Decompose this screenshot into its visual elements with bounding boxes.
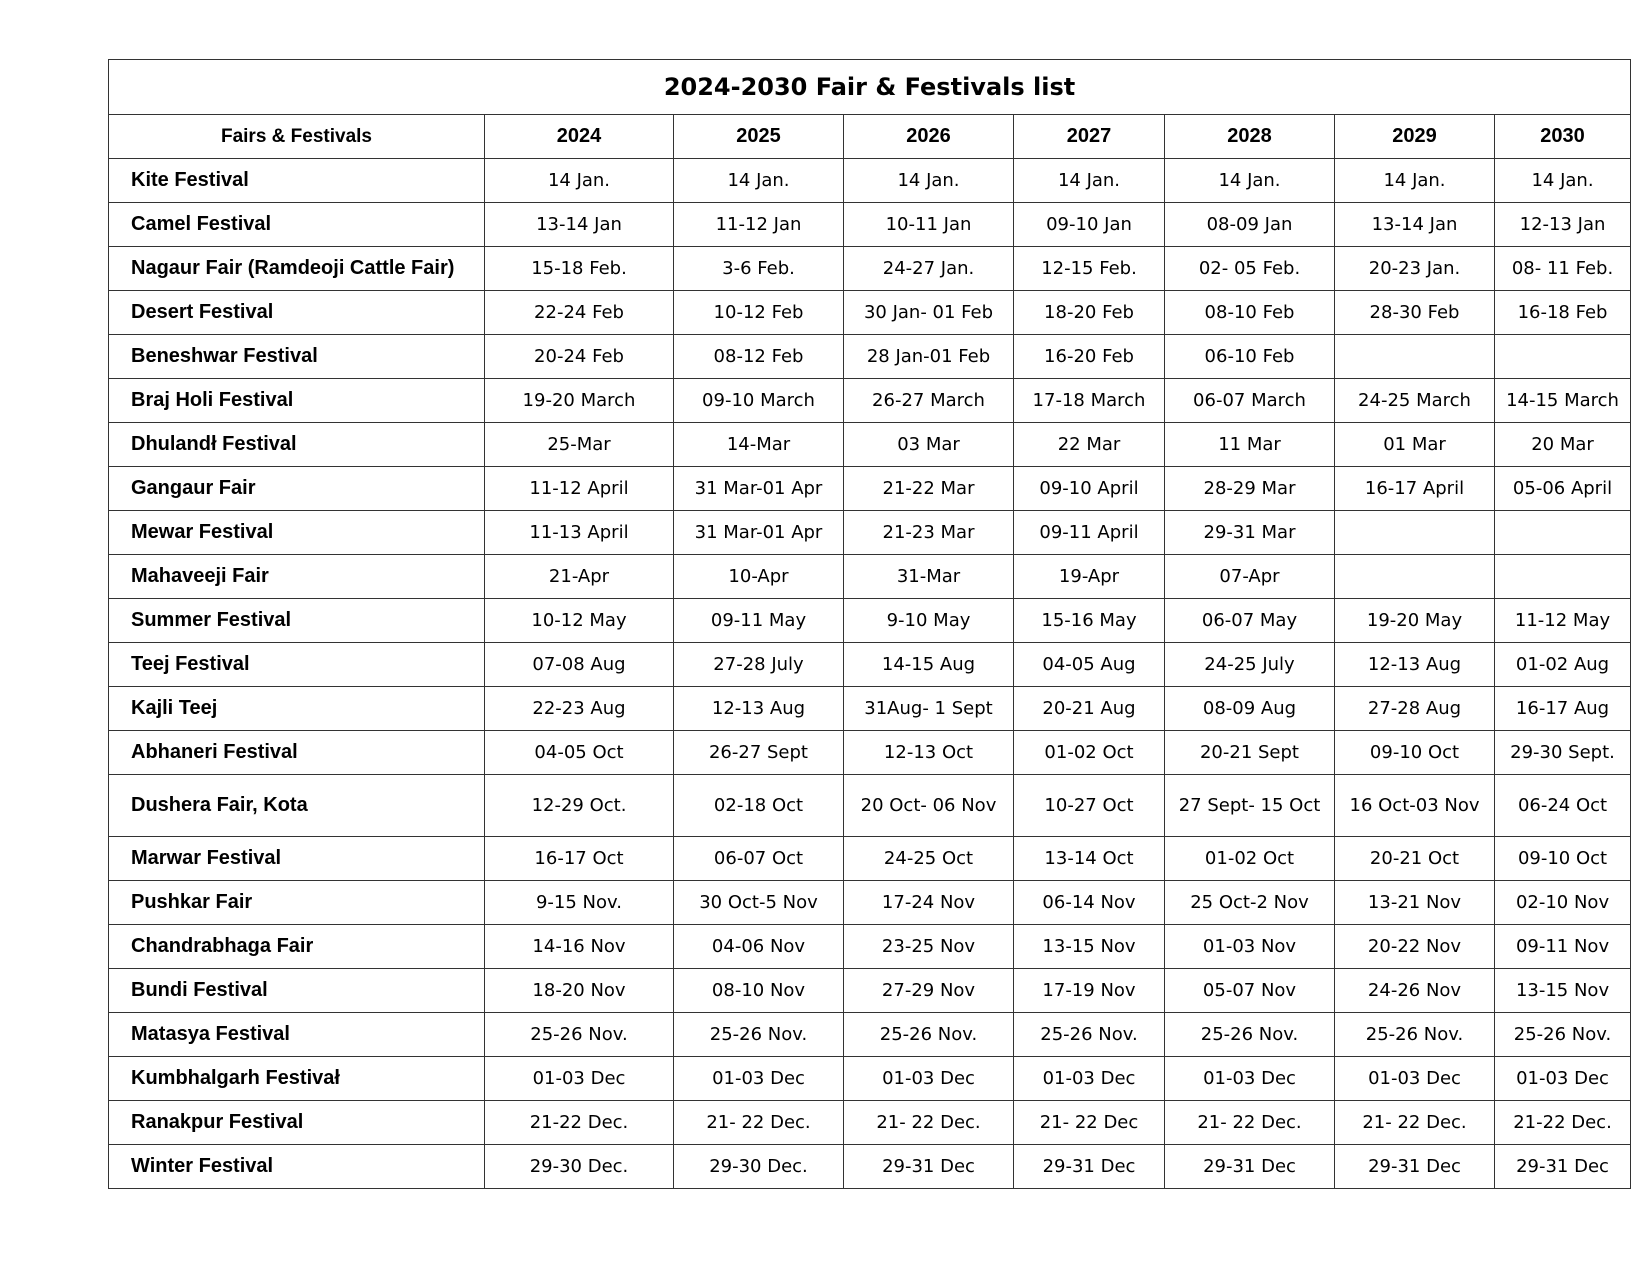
- date-cell: 29-31 Mar: [1165, 511, 1335, 555]
- festival-name: Summer Festival: [109, 599, 485, 643]
- date-cell: 21- 22 Dec.: [844, 1101, 1014, 1145]
- date-cell: 20 Oct- 06 Nov: [844, 775, 1014, 837]
- date-cell: 21- 22 Dec.: [1335, 1101, 1495, 1145]
- date-cell: 3-6 Feb.: [674, 247, 844, 291]
- table-row: [109, 775, 1631, 837]
- date-cell: 31-Mar: [844, 555, 1014, 599]
- date-cell: 22-23 Aug: [485, 687, 674, 731]
- date-cell: 10-11 Jan: [844, 203, 1014, 247]
- date-cell: 16-17 Oct: [485, 837, 674, 881]
- date-cell: 20 Mar: [1495, 423, 1631, 467]
- date-cell: 01-03 Dec: [1495, 1057, 1631, 1101]
- festival-name: Desert Festival: [109, 291, 485, 335]
- date-cell: 14 Jan.: [844, 159, 1014, 203]
- date-cell: 03 Mar: [844, 423, 1014, 467]
- table-row: [109, 203, 1631, 247]
- table-title: 2024-2030 Fair & Festivals list: [109, 60, 1631, 115]
- date-cell: 14 Jan.: [1495, 159, 1631, 203]
- date-cell: 18-20 Feb: [1014, 291, 1165, 335]
- table-row: [109, 159, 1631, 203]
- festival-name: Chandrabhaga Fair: [109, 925, 485, 969]
- date-cell: 01-02 Oct: [1014, 731, 1165, 775]
- date-cell: 20-24 Feb: [485, 335, 674, 379]
- date-cell: 08-10 Nov: [674, 969, 844, 1013]
- date-cell: 14 Jan.: [1014, 159, 1165, 203]
- date-cell: 20-22 Nov: [1335, 925, 1495, 969]
- date-cell: 21-Apr: [485, 555, 674, 599]
- table-row: [109, 687, 1631, 731]
- date-cell: 19-20 March: [485, 379, 674, 423]
- table-body: [109, 159, 1631, 1189]
- date-cell: 25-26 Nov.: [1335, 1013, 1495, 1057]
- festival-name: Winter Festival: [109, 1145, 485, 1189]
- date-cell: 06-07 May: [1165, 599, 1335, 643]
- date-cell: 04-05 Oct: [485, 731, 674, 775]
- date-cell: 09-10 Oct: [1495, 837, 1631, 881]
- date-cell: 26-27 March: [844, 379, 1014, 423]
- date-cell: 25-26 Nov.: [1014, 1013, 1165, 1057]
- date-cell: 19-Apr: [1014, 555, 1165, 599]
- column-header-year: 2027: [1014, 115, 1165, 159]
- date-cell: 12-15 Feb.: [1014, 247, 1165, 291]
- date-cell: 01-03 Dec: [485, 1057, 674, 1101]
- date-cell: 22-24 Feb: [485, 291, 674, 335]
- date-cell: 12-13 Jan: [1495, 203, 1631, 247]
- date-cell: 17-18 March: [1014, 379, 1165, 423]
- date-cell: 21-22 Dec.: [485, 1101, 674, 1145]
- date-cell: 01-02 Oct: [1165, 837, 1335, 881]
- date-cell: 25-26 Nov.: [485, 1013, 674, 1057]
- date-cell: 02- 05 Feb.: [1165, 247, 1335, 291]
- table-row: [109, 379, 1631, 423]
- date-cell: 12-29 Oct.: [485, 775, 674, 837]
- table-row: [109, 1057, 1631, 1101]
- date-cell: 08- 11 Feb.: [1495, 247, 1631, 291]
- date-cell: 25 Oct-2 Nov: [1165, 881, 1335, 925]
- date-cell: 14-16 Nov: [485, 925, 674, 969]
- date-cell: 01-03 Dec: [674, 1057, 844, 1101]
- date-cell: 07-08 Aug: [485, 643, 674, 687]
- date-cell: 30 Oct-5 Nov: [674, 881, 844, 925]
- date-cell: 12-13 Aug: [1335, 643, 1495, 687]
- festival-name: Teej Festival: [109, 643, 485, 687]
- column-header-year: 2029: [1335, 115, 1495, 159]
- date-cell: 14 Jan.: [485, 159, 674, 203]
- date-cell: [1335, 511, 1495, 555]
- festival-name: Bundi Festival: [109, 969, 485, 1013]
- date-cell: 06-07 Oct: [674, 837, 844, 881]
- date-cell: 06-24 Oct: [1495, 775, 1631, 837]
- date-cell: 29-30 Sept.: [1495, 731, 1631, 775]
- date-cell: 20-21 Aug: [1014, 687, 1165, 731]
- date-cell: 08-09 Aug: [1165, 687, 1335, 731]
- table-row: [109, 643, 1631, 687]
- column-header-year: 2028: [1165, 115, 1335, 159]
- date-cell: 09-11 Nov: [1495, 925, 1631, 969]
- date-cell: 22 Mar: [1014, 423, 1165, 467]
- date-cell: 13-14 Oct: [1014, 837, 1165, 881]
- date-cell: 24-25 March: [1335, 379, 1495, 423]
- date-cell: 9-10 May: [844, 599, 1014, 643]
- date-cell: 16-18 Feb: [1495, 291, 1631, 335]
- date-cell: 01-03 Dec: [1014, 1057, 1165, 1101]
- date-cell: 21-22 Dec.: [1495, 1101, 1631, 1145]
- date-cell: 29-31 Dec: [844, 1145, 1014, 1189]
- date-cell: 02-10 Nov: [1495, 881, 1631, 925]
- festival-name: Kajli Teej: [109, 687, 485, 731]
- date-cell: 06-10 Feb: [1165, 335, 1335, 379]
- table-row: [109, 511, 1631, 555]
- table-row: [109, 1101, 1631, 1145]
- date-cell: 21-23 Mar: [844, 511, 1014, 555]
- date-cell: 14-15 March: [1495, 379, 1631, 423]
- date-cell: 28-29 Mar: [1165, 467, 1335, 511]
- date-cell: 04-05 Aug: [1014, 643, 1165, 687]
- date-cell: 27-28 July: [674, 643, 844, 687]
- date-cell: 20-21 Sept: [1165, 731, 1335, 775]
- date-cell: 13-15 Nov: [1495, 969, 1631, 1013]
- table-row: [109, 837, 1631, 881]
- date-cell: 16-17 April: [1335, 467, 1495, 511]
- date-cell: 11-12 May: [1495, 599, 1631, 643]
- table-row: [109, 423, 1631, 467]
- date-cell: 29-30 Dec.: [674, 1145, 844, 1189]
- date-cell: 13-14 Jan: [1335, 203, 1495, 247]
- festival-name: Matasya Festival: [109, 1013, 485, 1057]
- table-row: [109, 599, 1631, 643]
- festival-name: Nagaur Fair (Ramdeoji Cattle Fair): [109, 247, 485, 291]
- date-cell: 09-11 April: [1014, 511, 1165, 555]
- date-cell: 13-15 Nov: [1014, 925, 1165, 969]
- date-cell: 21-22 Mar: [844, 467, 1014, 511]
- date-cell: 09-10 Jan: [1014, 203, 1165, 247]
- date-cell: 01-03 Nov: [1165, 925, 1335, 969]
- festival-name: Kite Festival: [109, 159, 485, 203]
- date-cell: 29-30 Dec.: [485, 1145, 674, 1189]
- date-cell: 25-26 Nov.: [674, 1013, 844, 1057]
- column-header-year: 2024: [485, 115, 674, 159]
- festival-table: [108, 59, 1631, 1189]
- table-row: [109, 1013, 1631, 1057]
- date-cell: 11 Mar: [1165, 423, 1335, 467]
- date-cell: 29-31 Dec: [1014, 1145, 1165, 1189]
- date-cell: 05-06 April: [1495, 467, 1631, 511]
- festival-name: Camel Festival: [109, 203, 485, 247]
- date-cell: 26-27 Sept: [674, 731, 844, 775]
- date-cell: 10-Apr: [674, 555, 844, 599]
- date-cell: 11-12 Jan: [674, 203, 844, 247]
- date-cell: 05-07 Nov: [1165, 969, 1335, 1013]
- date-cell: 27-28 Aug: [1335, 687, 1495, 731]
- date-cell: 29-31 Dec: [1165, 1145, 1335, 1189]
- date-cell: 24-25 July: [1165, 643, 1335, 687]
- date-cell: 30 Jan- 01 Feb: [844, 291, 1014, 335]
- header-row: [109, 115, 1631, 159]
- table-row: [109, 335, 1631, 379]
- date-cell: 14 Jan.: [1335, 159, 1495, 203]
- date-cell: 09-10 April: [1014, 467, 1165, 511]
- table-row: [109, 1145, 1631, 1189]
- date-cell: 25-26 Nov.: [1165, 1013, 1335, 1057]
- date-cell: 25-26 Nov.: [1495, 1013, 1631, 1057]
- date-cell: 13-14 Jan: [485, 203, 674, 247]
- date-cell: 10-12 Feb: [674, 291, 844, 335]
- table-row: [109, 881, 1631, 925]
- date-cell: 06-07 March: [1165, 379, 1335, 423]
- date-cell: 01-03 Dec: [1165, 1057, 1335, 1101]
- festival-name: Kumbhalgarh Festivał: [109, 1057, 485, 1101]
- date-cell: 24-27 Jan.: [844, 247, 1014, 291]
- date-cell: 27 Sept- 15 Oct: [1165, 775, 1335, 837]
- date-cell: 16 Oct-03 Nov: [1335, 775, 1495, 837]
- date-cell: 29-31 Dec: [1335, 1145, 1495, 1189]
- date-cell: 14-15 Aug: [844, 643, 1014, 687]
- date-cell: 01-02 Aug: [1495, 643, 1631, 687]
- festival-name: Marwar Festival: [109, 837, 485, 881]
- date-cell: 12-13 Oct: [844, 731, 1014, 775]
- date-cell: 15-18 Feb.: [485, 247, 674, 291]
- date-cell: 28 Jan-01 Feb: [844, 335, 1014, 379]
- festival-name: Abhaneri Festival: [109, 731, 485, 775]
- date-cell: 08-12 Feb: [674, 335, 844, 379]
- date-cell: 14 Jan.: [674, 159, 844, 203]
- date-cell: 09-11 May: [674, 599, 844, 643]
- date-cell: 12-13 Aug: [674, 687, 844, 731]
- date-cell: 13-21 Nov: [1335, 881, 1495, 925]
- table-row: [109, 731, 1631, 775]
- date-cell: 16-20 Feb: [1014, 335, 1165, 379]
- table-row: [109, 555, 1631, 599]
- date-cell: 31 Mar-01 Apr: [674, 467, 844, 511]
- date-cell: 21- 22 Dec.: [674, 1101, 844, 1145]
- date-cell: 9-15 Nov.: [485, 881, 674, 925]
- festival-name: Pushkar Fair: [109, 881, 485, 925]
- date-cell: 27-29 Nov: [844, 969, 1014, 1013]
- festival-name: Ranakpur Festival: [109, 1101, 485, 1145]
- date-cell: 10-12 May: [485, 599, 674, 643]
- date-cell: 04-06 Nov: [674, 925, 844, 969]
- date-cell: 24-26 Nov: [1335, 969, 1495, 1013]
- table-row: [109, 467, 1631, 511]
- column-header-year: 2030: [1495, 115, 1631, 159]
- table-row: [109, 925, 1631, 969]
- date-cell: 14 Jan.: [1165, 159, 1335, 203]
- column-header-year: 2026: [844, 115, 1014, 159]
- festival-name: Braj Holi Festival: [109, 379, 485, 423]
- date-cell: 23-25 Nov: [844, 925, 1014, 969]
- date-cell: 14-Mar: [674, 423, 844, 467]
- date-cell: 09-10 March: [674, 379, 844, 423]
- date-cell: 19-20 May: [1335, 599, 1495, 643]
- date-cell: 11-13 April: [485, 511, 674, 555]
- date-cell: 16-17 Aug: [1495, 687, 1631, 731]
- date-cell: 08-10 Feb: [1165, 291, 1335, 335]
- date-cell: 01 Mar: [1335, 423, 1495, 467]
- column-header-year: 2025: [674, 115, 844, 159]
- date-cell: [1495, 555, 1631, 599]
- date-cell: 07-Apr: [1165, 555, 1335, 599]
- date-cell: 15-16 May: [1014, 599, 1165, 643]
- date-cell: 10-27 Oct: [1014, 775, 1165, 837]
- table-row: [109, 969, 1631, 1013]
- date-cell: 25-26 Nov.: [844, 1013, 1014, 1057]
- date-cell: 17-19 Nov: [1014, 969, 1165, 1013]
- date-cell: 11-12 April: [485, 467, 674, 511]
- date-cell: 01-03 Dec: [1335, 1057, 1495, 1101]
- date-cell: [1495, 335, 1631, 379]
- column-header-fairs: Fairs & Festivals: [109, 115, 485, 159]
- festival-name: Mahaveeji Fair: [109, 555, 485, 599]
- festival-name: Beneshwar Festival: [109, 335, 485, 379]
- table-row: [109, 291, 1631, 335]
- date-cell: 20-23 Jan.: [1335, 247, 1495, 291]
- date-cell: 06-14 Nov: [1014, 881, 1165, 925]
- date-cell: 21- 22 Dec.: [1165, 1101, 1335, 1145]
- date-cell: 31Aug- 1 Sept: [844, 687, 1014, 731]
- date-cell: 20-21 Oct: [1335, 837, 1495, 881]
- date-cell: 31 Mar-01 Apr: [674, 511, 844, 555]
- date-cell: 29-31 Dec: [1495, 1145, 1631, 1189]
- date-cell: [1335, 335, 1495, 379]
- festival-name: Dhulandł Festival: [109, 423, 485, 467]
- date-cell: 25-Mar: [485, 423, 674, 467]
- date-cell: 24-25 Oct: [844, 837, 1014, 881]
- table-row: [109, 247, 1631, 291]
- date-cell: [1335, 555, 1495, 599]
- festival-name: Dushera Fair, Kota: [109, 775, 485, 837]
- festival-name: Mewar Festival: [109, 511, 485, 555]
- date-cell: 28-30 Feb: [1335, 291, 1495, 335]
- date-cell: 17-24 Nov: [844, 881, 1014, 925]
- date-cell: 08-09 Jan: [1165, 203, 1335, 247]
- date-cell: 21- 22 Dec: [1014, 1101, 1165, 1145]
- date-cell: 09-10 Oct: [1335, 731, 1495, 775]
- date-cell: 02-18 Oct: [674, 775, 844, 837]
- date-cell: 01-03 Dec: [844, 1057, 1014, 1101]
- date-cell: 18-20 Nov: [485, 969, 674, 1013]
- date-cell: [1495, 511, 1631, 555]
- festival-name: Gangaur Fair: [109, 467, 485, 511]
